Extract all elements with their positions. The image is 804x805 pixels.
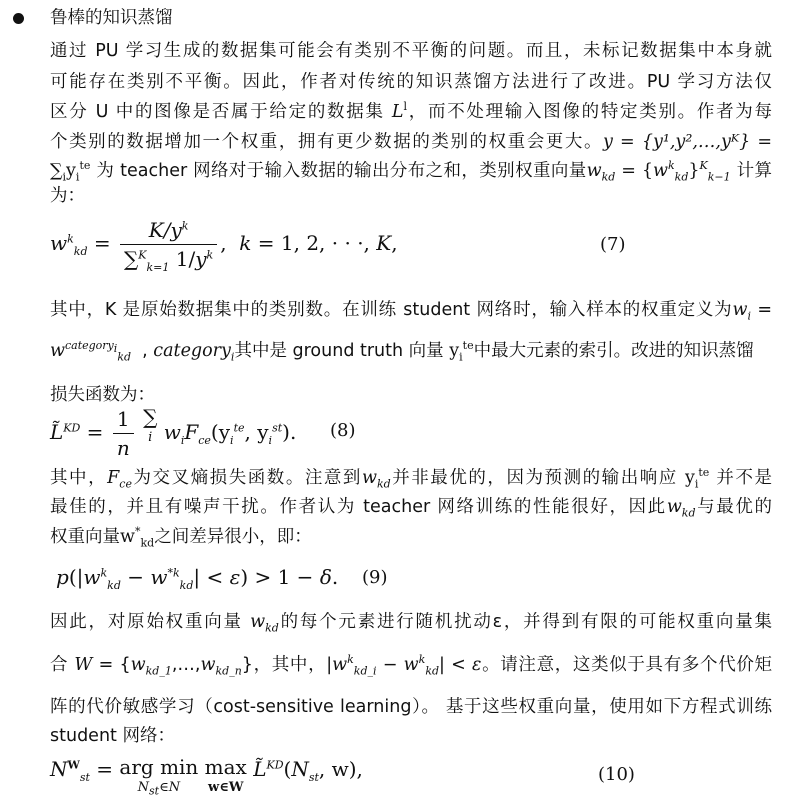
equation-number: (8)	[330, 420, 356, 441]
section-heading: 鲁棒的知识蒸馏	[50, 8, 173, 28]
paragraph-line: 为：	[50, 186, 85, 206]
equation-8: L̃$^{KD}$ = $\frac{1}{n}$ ∑ i $w_iF_{ce}(y_i^{te}$, $y_i^{st}$).	[50, 405, 297, 460]
paragraph-line: 个类别的数据增加一个权重，拥有更少数据的类别的权重会更大。y = {y¹,y²,…,yᴷ} =	[50, 132, 772, 152]
paragraph-line: 其中，$F_{ce}$为交叉熵损失函数。注意到$w_{kd}$并非最优的，因为预测的输出响应 $y_i^{te}$ 并不是	[50, 466, 773, 491]
equation-7: $w^k_{kd}$ = $\frac{K/y^k}{\sum^K_{k=1} 1/y^k}$ , k = 1, 2, · · ·, K,	[50, 218, 398, 274]
paragraph-line: 合 $W = \{w_{kd\_1},\dots,w_{kd\_n}\}$，其中，$|w^k_{kd\_i} - w^k_{kd}| < \varepsilon$。请注意，这类似于具有多个代价矩	[50, 653, 773, 678]
paragraph-line: 损失函数为：	[50, 385, 155, 405]
paragraph-line: 因此，对原始权重向量 $w_{kd}$的每个元素进行随机扰动ε，并得到有限的可能权重向量集	[50, 612, 772, 635]
paragraph-line: 阵的代价敏感学习（cost-sensitive learning）。 基于这些权重向量，使用如下方程式训练	[50, 697, 772, 717]
paragraph-line: 其中，K 是原始数据集中的类别数。在训练 student 网络时，输入样本的权重定义为$w_i$ =	[50, 300, 772, 323]
equation-number: (7)	[600, 234, 626, 255]
paragraph-line: 区分 U 中的图像是否属于给定的数据集 $L^l$，而不处理输入图像的特定类别。作者为每	[50, 100, 772, 122]
equation-number: (9)	[362, 567, 388, 588]
paragraph-line: student 网络：	[50, 726, 175, 746]
bullet-point	[13, 13, 24, 24]
paragraph-line: 权重向量$w^*_{kd}$之间差异很小，即：	[50, 525, 312, 550]
paragraph-line: $\sum_iy_i^{te}$ 为 teacher 网络对于输入数据的输出分布之和，类别权重向量$w_{kd} = \{w^k_{kd}\}^K_{k-1}$ 计算	[50, 159, 772, 184]
paragraph-line: 可能存在类别不平衡。因此，作者对传统的知识蒸馏方法进行了改进。PU 学习方法仅	[50, 72, 772, 92]
equation-9: $p(|w^k_{kd} - w^{*k}_{kd}| < \varepsilon) > 1 - \delta$.	[56, 565, 339, 592]
paragraph-line: 通过 PU 学习生成的数据集可能会有类别不平衡的问题。而且，未标记数据集中本身就	[50, 41, 772, 61]
equation-10: $N^W_{st}$ = arg min $N_{st}\in N$ max w∈W $L̃^{KD}(N_{st}$, w),	[50, 755, 363, 798]
equation-number: (10)	[598, 764, 635, 785]
paragraph-line: 最佳的，并且有噪声干扰。作者认为 teacher 网络训练的性能很好，因此$w_{kd}$与最优的	[50, 497, 773, 520]
paragraph-line: $w^{category_i}_{kd}$ , category$_i$其中是 ground truth 向量 $y_i^{te}$中最大元素的索引。改进的知识蒸馏	[50, 339, 754, 364]
